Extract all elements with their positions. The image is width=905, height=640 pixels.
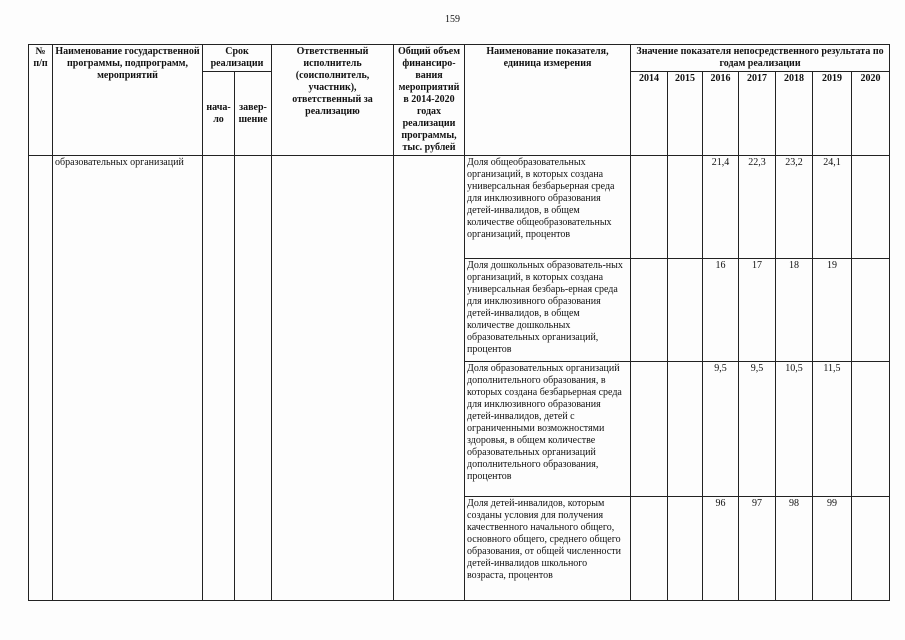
indicator-cell: Доля образовательных организаций дополнительного образования, в которых создана безбарьерная среда для инклюзивного образования детей-инвалидов, детей с ограниченными возможностями здоровья, в общем количестве образовательных организаций дополнительного образования, процентов [465, 362, 631, 497]
value-cell: 9,5 [739, 362, 776, 497]
header-period-start: нача-ло [203, 72, 235, 156]
value-cell: 97 [739, 497, 776, 601]
value-cell: 96 [703, 497, 739, 601]
table-row [29, 156, 890, 259]
header-year: 2017 [739, 72, 776, 156]
value-cell [631, 156, 668, 259]
program-table [28, 44, 890, 601]
header-funding: Общий объем финансиро-вания мероприятий в 2014-2020 годах реализации программы, тыс. рублей [394, 45, 465, 156]
header-year: 2015 [668, 72, 703, 156]
header-program-name: Наименование государственной программы, подпрограмм, мероприятий [53, 45, 203, 156]
indicator-cell: Доля детей-инвалидов, которым созданы условия для получения качественного начального общего, основного общего, среднего общего образования, от общей численности детей-инвалидов школьного возраста, процентов [465, 497, 631, 601]
value-cell [852, 362, 890, 497]
value-cell: 17 [739, 259, 776, 362]
responsible-cell [272, 156, 394, 601]
value-cell [852, 497, 890, 601]
header-year: 2019 [813, 72, 852, 156]
header-num: № п/п [29, 45, 53, 156]
header-period: Срок реализации [203, 45, 272, 72]
value-cell: 22,3 [739, 156, 776, 259]
header-indicator: Наименование показателя, единица измерения [465, 45, 631, 156]
num-cell [29, 156, 53, 601]
value-cell: 18 [776, 259, 813, 362]
value-cell [668, 362, 703, 497]
indicator-cell: Доля дошкольных образователь-ных организаций, в которых создана универсальная безбарь-ерная среда для инклюзивного образования детей-инвалидов, в общем количестве дошкольных образовательных организаций, процентов [465, 259, 631, 362]
value-cell [668, 259, 703, 362]
value-cell: 98 [776, 497, 813, 601]
value-cell: 16 [703, 259, 739, 362]
value-cell: 10,5 [776, 362, 813, 497]
value-cell [668, 156, 703, 259]
value-cell [852, 156, 890, 259]
page-number: 159 [445, 14, 460, 25]
header-period-end: завер-шение [235, 72, 272, 156]
value-cell [631, 259, 668, 362]
value-cell: 24,1 [813, 156, 852, 259]
value-cell: 99 [813, 497, 852, 601]
value-cell: 11,5 [813, 362, 852, 497]
header-year: 2018 [776, 72, 813, 156]
funding-cell [394, 156, 465, 601]
header-year: 2016 [703, 72, 739, 156]
header-year: 2020 [852, 72, 890, 156]
value-cell: 23,2 [776, 156, 813, 259]
value-cell [631, 362, 668, 497]
value-cell: 9,5 [703, 362, 739, 497]
value-cell [631, 497, 668, 601]
program-name-cell: образовательных организаций [53, 156, 203, 601]
value-cell: 19 [813, 259, 852, 362]
value-cell [852, 259, 890, 362]
period-end-cell [235, 156, 272, 601]
header-values-title: Значение показателя непосредственного результата по годам реализации [631, 45, 890, 72]
header-year: 2014 [631, 72, 668, 156]
period-start-cell [203, 156, 235, 601]
value-cell [668, 497, 703, 601]
indicator-cell: Доля общеобразовательных организаций, в которых создана универсальная безбарьерная среда для инклюзивного образования детей-инвалидов, в общем количестве общеобразовательных организаций, процентов [465, 156, 631, 259]
value-cell: 21,4 [703, 156, 739, 259]
header-responsible: Ответственный исполнитель (соисполнитель, участник), ответственный за реализацию [272, 45, 394, 156]
